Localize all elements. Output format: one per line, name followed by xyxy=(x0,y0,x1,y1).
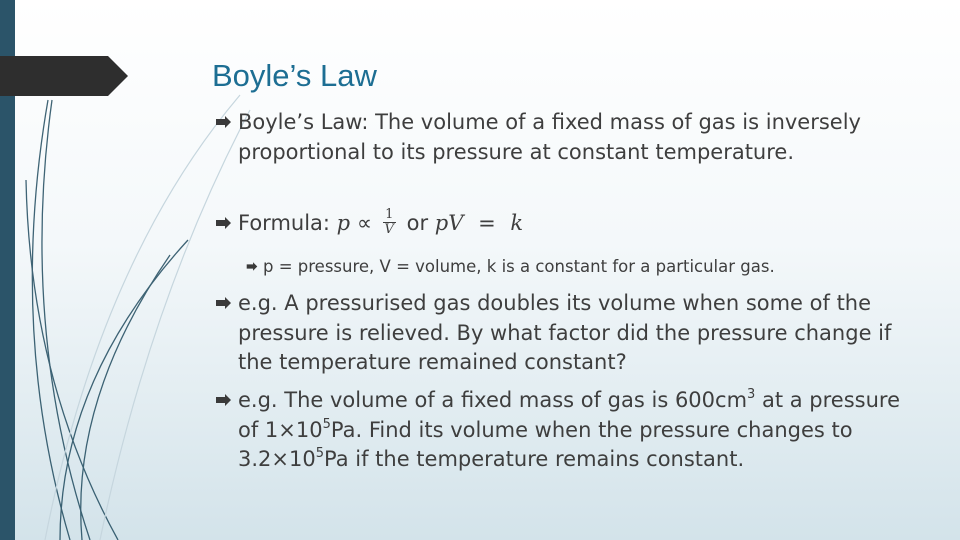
fraction-denominator: V xyxy=(384,221,394,237)
formula-k: k xyxy=(510,211,524,235)
formula-p: p xyxy=(336,211,351,235)
arrow-bullet-icon xyxy=(246,262,258,271)
superscript-3: 3 xyxy=(747,387,756,402)
bullet-definition xyxy=(238,108,900,167)
bullet-formula xyxy=(238,206,900,239)
slide-title: Boyle’s Law xyxy=(212,58,377,93)
bullet-example-1 xyxy=(238,289,900,378)
arrow-bullet-icon xyxy=(215,394,232,406)
example-2-part-3: Pa. Find its volume when the pressure changes to 3.2×10 xyxy=(238,417,853,471)
example-2-part-4: Pa if the temperature remains constant. xyxy=(324,447,745,471)
superscript-5: 5 xyxy=(315,446,324,461)
formula-fraction xyxy=(383,208,396,237)
bullet-example-2 xyxy=(238,386,900,475)
bullet-example-1-text: e.g. A pressurised gas doubles its volume when some of the pressure is relieved. By what factor did the pressure change if the temperature remained constant? xyxy=(238,291,892,374)
formula-or: or xyxy=(406,211,429,235)
arrow-bullet-icon xyxy=(215,297,232,309)
example-2-part-1: e.g. The volume of a fixed mass of gas is 600cm xyxy=(238,388,748,412)
formula-equals: = xyxy=(478,211,496,235)
sub-bullet-variables xyxy=(263,256,900,278)
formula-label: Formula: xyxy=(238,211,337,235)
formula-pV: pV xyxy=(434,211,464,235)
example-2-part-2: at a pressure of 1×10 xyxy=(238,388,901,442)
superscript-5: 5 xyxy=(322,416,331,432)
arrow-bullet-icon xyxy=(215,217,232,229)
sub-bullet-variables-text: p = pressure, V = volume, k is a constant for a particular gas. xyxy=(263,257,775,276)
fraction-numerator: 1 xyxy=(383,208,396,223)
arrow-bullet-icon xyxy=(215,116,232,128)
formula-proportional-symbol: ∝ xyxy=(356,211,372,235)
bullet-definition-text: Boyle’s Law: The volume of a fixed mass of gas is inversely proportional to its pressure at constant temperature. xyxy=(238,110,861,164)
